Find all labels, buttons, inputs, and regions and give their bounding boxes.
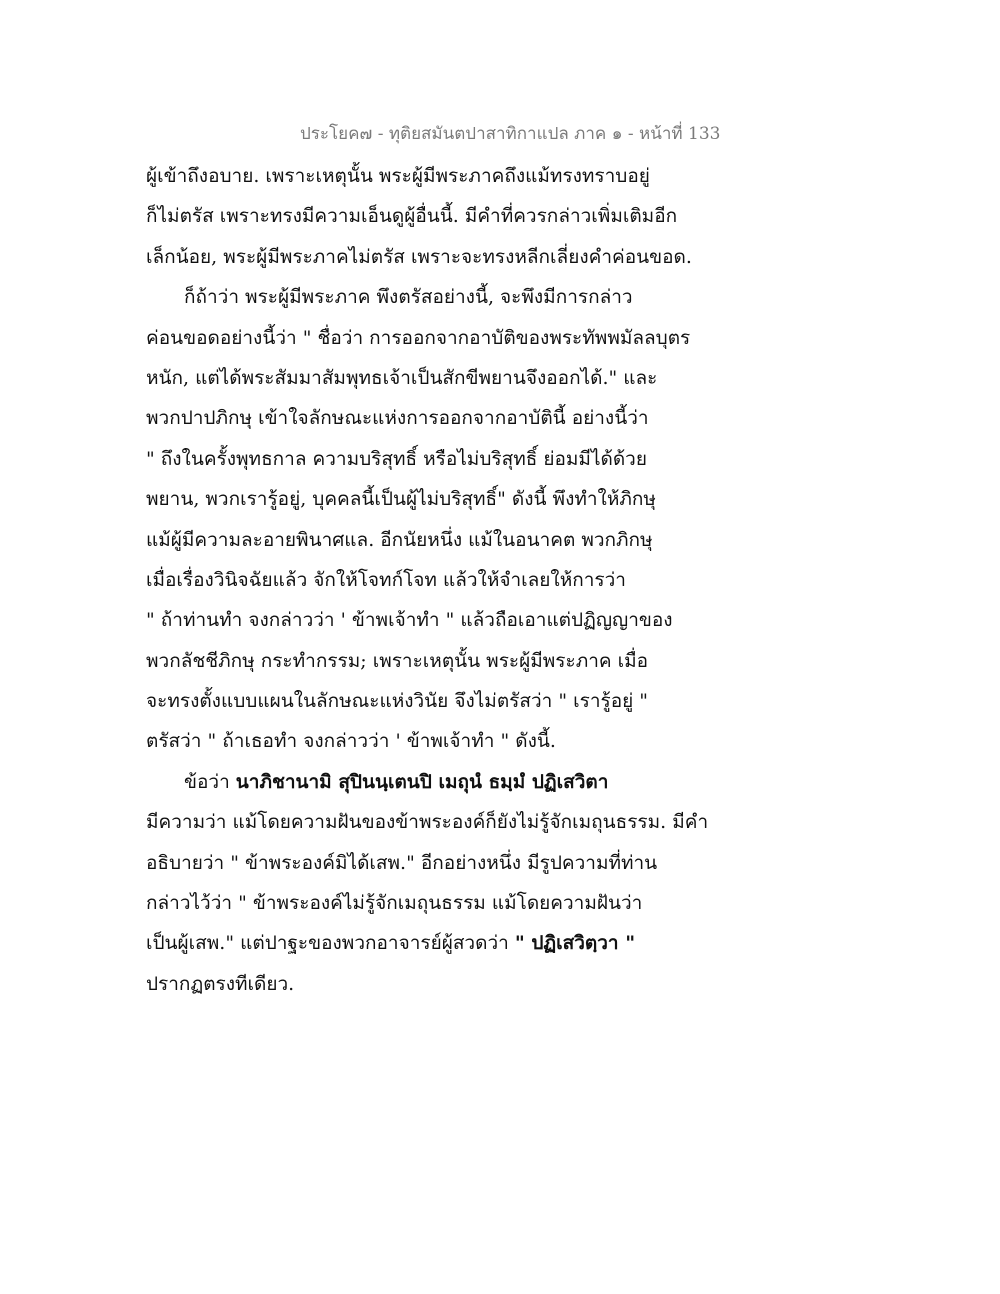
text-line: ตรัสว่า " ถ้าเธอทำ จงกล่าวว่า ' ข้าพเจ้าทำ " ดังนี้. xyxy=(146,730,556,753)
text-line: พวกปาปภิกษุ เข้าใจลักษณะแห่งการออกจากอาบัตินี้ อย่างนี้ว่า xyxy=(146,407,649,430)
text-line: หนัก, แต่ได้พระสัมมาสัมพุทธเจ้าเป็นสักขีพยานจึงออกได้." และ xyxy=(146,366,658,389)
text-line: กล่าวไว้ว่า " ข้าพระองค์ไม่รู้จักเมถุนธรรม แม้โดยความฝันว่า xyxy=(146,892,643,915)
text-line: ค่อนขอดอย่างนี้ว่า " ชื่อว่า การออกจากอาบัติของพระทัพพมัลลบุตร xyxy=(146,326,691,349)
text-line: พยาน, พวกเรารู้อยู่, บุคคลนี้เป็นผู้ไม่บริสุทธิ์" ดังนี้ พึงทำให้ภิกษุ xyxy=(146,488,656,511)
pali-quote: นาภิชานามิ สุปินนฺเตนปิ เมถุนํ ธมฺมํ ปฏิเสวิตา xyxy=(235,770,609,793)
pali-quote-line xyxy=(146,762,706,802)
text-line: ก็ถ้าว่า พระผู้มีพระภาค พึงตรัสอย่างนี้, จะพึงมีการกล่าว xyxy=(184,286,633,309)
body-text xyxy=(146,156,709,1004)
text-line: มีความว่า แม้โดยความฝันของข้าพระองค์ก็ยังไม่รู้จักเมถุนธรรม. มีคำ xyxy=(146,811,709,834)
text-line: จะทรงตั้งแบบแผนในลักษณะแห่งวินัย จึงไม่ตรัสว่า " เรารู้อยู่ " xyxy=(146,690,649,713)
variant-reading-line xyxy=(146,923,706,963)
text-line: พวกลัชชีภิกษุ กระทำกรรม; เพราะเหตุนั้น พระผู้มีพระภาค เมื่อ xyxy=(146,649,649,672)
text-line: ก็ไม่ตรัส เพราะทรงมีความเอ็นดูผู้อื่นนี้. มีคำที่ควรกล่าวเพิ่มเติมอีก xyxy=(146,205,678,228)
running-header: ประโยค๗ - ทุติยสมันตปาสาทิกาแปล ภาค ๑ - หน้าที่ 133 xyxy=(300,124,721,144)
text-line: ปรากฏตรงทีเดียว. xyxy=(146,972,295,995)
variant-lead: เป็นผู้เสพ." แต่ปาฐะของพวกอาจารย์ผู้สวดว่า xyxy=(146,932,515,955)
text-line: " ถ้าท่านทำ จงกล่าวว่า ' ข้าพเจ้าทำ " แล้วถือเอาแต่ปฏิญญาของ xyxy=(146,609,673,632)
text-line: เมื่อเรื่องวินิจฉัยแล้ว จักให้โจทก์โจท แล้วให้จำเลยให้การว่า xyxy=(146,568,626,591)
quote-lead: ข้อว่า xyxy=(184,770,236,793)
text-line: แม้ผู้มีความละอายพินาศแล. อีกนัยหนึ่ง แม้ในอนาคต พวกภิกษุ xyxy=(146,528,653,551)
text-line: อธิบายว่า " ข้าพระองค์มิได้เสพ." อีกอย่างหนึ่ง มีรูปความที่ท่าน xyxy=(146,851,658,874)
text-line: " ถึงในครั้งพุทธกาล ความบริสุทธิ์ หรือไม่บริสุทธิ์ ย่อมมีได้ด้วย xyxy=(146,447,647,470)
variant-pali: " ปฏิเสวิตฺวา " xyxy=(514,932,636,955)
text-line: ผู้เข้าถึงอบาย. เพราะเหตุนั้น พระผู้มีพระภาคถึงแม้ทรงทราบอยู่ xyxy=(146,165,650,187)
text-line: เล็กน้อย, พระผู้มีพระภาคไม่ตรัส เพราะจะทรงหลีกเลี่ยงคำค่อนขอด. xyxy=(146,245,692,268)
